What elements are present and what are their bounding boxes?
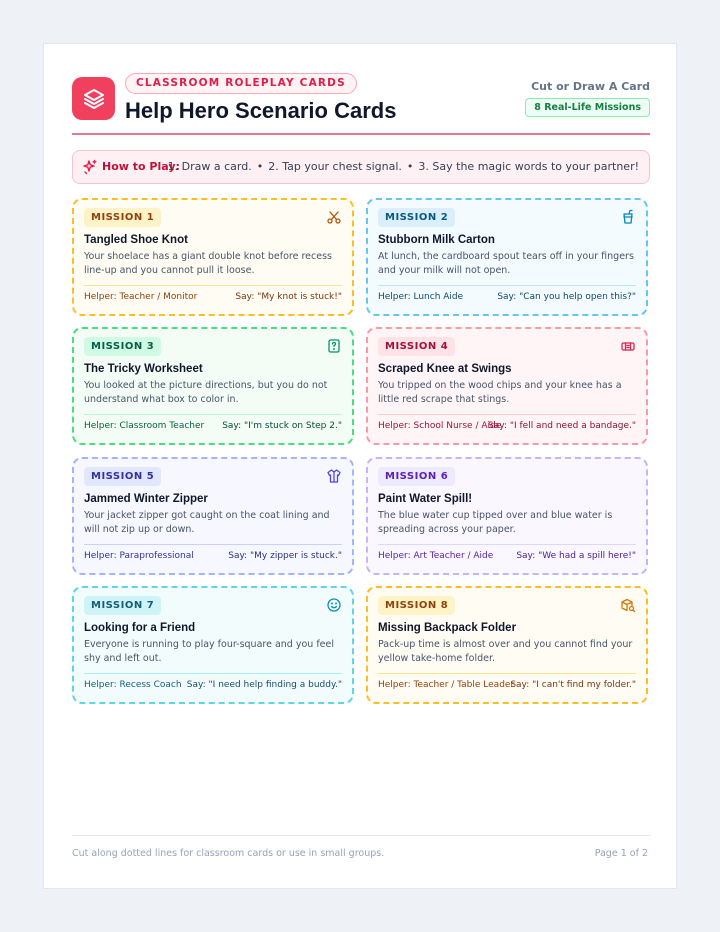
mission-title: Paint Water Spill! xyxy=(378,493,473,505)
mission-badge: MISSION 6 xyxy=(378,467,455,486)
mission-badge: MISSION 1 xyxy=(84,208,161,227)
mission-description: You looked at the picture directions, but you do not understand what box to color in. xyxy=(84,380,328,405)
mission-badge: MISSION 2 xyxy=(378,208,455,227)
header-meta xyxy=(525,80,650,117)
app-logo xyxy=(72,77,115,120)
header-divider xyxy=(72,133,650,135)
mission-say-phrase: Say: "My zipper is stuck." xyxy=(228,551,342,561)
sparkle-icon xyxy=(82,159,98,175)
mission-say-phrase: Say: "I need help finding a buddy." xyxy=(186,680,342,690)
footer-note: Cut along dotted lines for classroom cards or use in small groups. xyxy=(72,848,385,859)
worksheet-page xyxy=(43,43,677,889)
mission-title: Stubborn Milk Carton xyxy=(378,234,495,246)
mission-title: Jammed Winter Zipper xyxy=(84,493,208,505)
mission-badge: MISSION 7 xyxy=(84,596,161,615)
card-divider xyxy=(378,414,636,415)
smile-icon xyxy=(326,597,342,613)
mission-title: Looking for a Friend xyxy=(84,622,196,634)
step-2: 2. Tap your chest signal. xyxy=(268,160,402,173)
missions-badge: 8 Real-Life Missions xyxy=(525,98,650,117)
mission-card xyxy=(72,327,354,445)
mission-helper: Helper: Teacher / Monitor xyxy=(84,292,198,302)
mission-helper: Helper: Classroom Teacher xyxy=(84,421,205,431)
header-kicker: CLASSROOM ROLEPLAY CARDS xyxy=(125,73,357,94)
mission-card xyxy=(72,457,354,575)
card-divider xyxy=(378,544,636,545)
mission-helper: Helper: Art Teacher / Aide xyxy=(378,551,494,561)
card-divider xyxy=(378,673,636,674)
mission-say-phrase: Say: "I fell and need a bandage." xyxy=(488,421,636,431)
step-separator: • xyxy=(406,160,414,173)
mission-helper: Helper: Teacher / Table Leader xyxy=(378,680,515,690)
worksheet-icon xyxy=(326,338,342,354)
mission-card xyxy=(72,586,354,704)
mission-title: Scraped Knee at Swings xyxy=(378,363,512,375)
mission-title: Missing Backpack Folder xyxy=(378,622,517,634)
mission-say-phrase: Say: "Can you help open this?" xyxy=(497,292,636,302)
mission-helper: Helper: Paraprofessional xyxy=(84,551,194,561)
header xyxy=(72,72,650,136)
mission-card xyxy=(366,198,648,316)
step-1: 1. Draw a card. xyxy=(167,160,252,173)
mission-badge: MISSION 4 xyxy=(378,337,455,356)
mission-title: The Tricky Worksheet xyxy=(84,363,203,375)
page-number: Page 1 of 2 xyxy=(594,848,648,859)
mission-description: At lunch, the cardboard spout tears off in your fingers and your milk will not open. xyxy=(378,251,634,276)
mission-helper: Helper: School Nurse / Aide xyxy=(378,421,502,431)
cup-icon xyxy=(620,209,636,225)
mission-description: Your shoelace has a giant double knot before recess line-up and you cannot pull it loose. xyxy=(84,251,332,276)
how-to-play-label: How to Play: xyxy=(102,160,180,173)
layers-icon xyxy=(82,87,106,111)
card-divider xyxy=(84,673,342,674)
how-to-play-banner xyxy=(72,150,650,184)
mission-card xyxy=(366,327,648,445)
card-divider xyxy=(378,285,636,286)
mission-description: You tripped on the wood chips and your knee has a little red scrape that stings. xyxy=(378,380,622,405)
mission-description: The blue water cup tipped over and blue water is spreading across your paper. xyxy=(378,510,613,535)
card-divider xyxy=(84,414,342,415)
mission-helper: Helper: Recess Coach xyxy=(84,680,182,690)
mission-title: Tangled Shoe Knot xyxy=(84,234,188,246)
step-separator: • xyxy=(256,160,264,173)
mission-card xyxy=(72,198,354,316)
card-divider xyxy=(84,544,342,545)
mission-description: Your jacket zipper got caught on the coat lining and will not zip up or down. xyxy=(84,510,330,535)
mission-badge: MISSION 5 xyxy=(84,467,161,486)
footer-divider xyxy=(72,835,650,836)
mission-say-phrase: Say: "My knot is stuck!" xyxy=(235,292,342,302)
mission-badge: MISSION 3 xyxy=(84,337,161,356)
mission-card xyxy=(366,586,648,704)
how-to-play-steps xyxy=(168,160,639,173)
page-title: Help Hero Scenario Cards xyxy=(125,98,397,123)
bandage-icon xyxy=(620,338,636,354)
mission-description: Pack-up time is almost over and you cannot find your yellow take-home folder. xyxy=(378,639,633,664)
cut-label: Cut or Draw A Card xyxy=(531,80,650,93)
jacket-icon xyxy=(326,468,342,484)
step-3: 3. Say the magic words to your partner! xyxy=(418,160,639,173)
mission-badge: MISSION 8 xyxy=(378,596,455,615)
box-search-icon xyxy=(620,597,636,613)
mission-card xyxy=(366,457,648,575)
mission-description: Everyone is running to play four-square and you feel shy and left out. xyxy=(84,639,335,664)
mission-say-phrase: Say: "I'm stuck on Step 2." xyxy=(222,421,342,431)
scissors-icon xyxy=(326,209,342,225)
mission-helper: Helper: Lunch Aide xyxy=(378,292,464,302)
mission-say-phrase: Say: "I can't find my folder." xyxy=(510,680,636,690)
card-divider xyxy=(84,285,342,286)
mission-say-phrase: Say: "We had a spill here!" xyxy=(516,551,636,561)
